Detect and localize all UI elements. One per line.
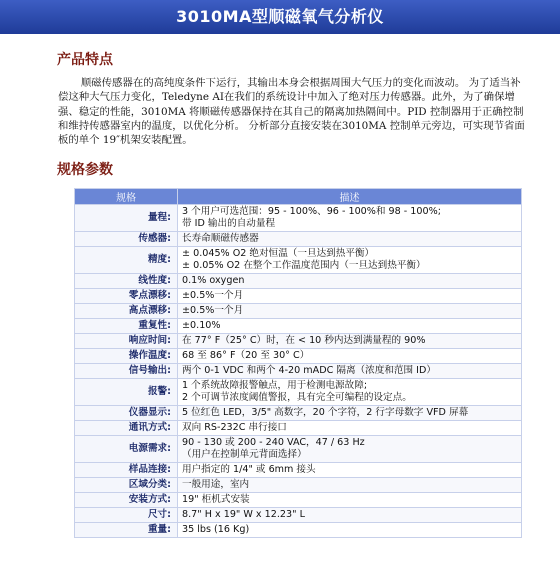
- spec-key: 尺寸:: [75, 508, 178, 523]
- spec-key: 区域分类:: [75, 478, 178, 493]
- spec-key: 线性度:: [75, 274, 178, 289]
- spec-key: 零点漂移:: [75, 289, 178, 304]
- spec-value: [178, 232, 522, 247]
- table-row: [75, 247, 522, 274]
- spec-value: [178, 247, 522, 274]
- spec-key: 传感器:: [75, 232, 178, 247]
- table-row: [75, 232, 522, 247]
- table-row: [75, 334, 522, 349]
- table-row: [75, 364, 522, 379]
- spec-key: 操作温度:: [75, 349, 178, 364]
- spec-key: 响应时间:: [75, 334, 178, 349]
- spec-value: [178, 478, 522, 493]
- spec-value-line: 68 至 86° F（20 至 30° C）: [182, 350, 310, 361]
- spec-value-line: （用户在控制单元背面选择）: [182, 449, 307, 460]
- features-text: 顺磁传感器在的高纯度条件下运行，其输出本身会根据周围大气压力的变化而波动。 为了适当补偿这种大气压力变化，Teledyne AI在我们的系统设计中加入了绝对压力传感器。此外，为了确保增强、稳定的性能，3010MA 将顺磁传感器保持在其自己的隔离加热隔间中。PID 控制器用于正确控制和维持传感器室内的温度，以优化分析。 分析部分直接安装在3010MA 控制单元旁边，可实现节省面板的单个 19″机架安装配置。: [58, 77, 525, 147]
- spec-key: 样品连接:: [75, 463, 178, 478]
- spec-value: [178, 334, 522, 349]
- spec-value-line: 双向 RS-232C 串行接口: [182, 422, 287, 433]
- spec-value: [178, 379, 522, 406]
- page-title: 3010MA型顺磁氧气分析仪: [0, 0, 560, 34]
- spec-value-line: 长寿命顺磁传感器: [182, 233, 259, 244]
- spec-key: 重复性:: [75, 319, 178, 334]
- spec-value-line: 5 位红色 LED，3/5" 高数字，20 个字符，2 行字母数字 VFD 屏幕: [182, 407, 469, 418]
- spec-key: 精度:: [75, 247, 178, 274]
- table-row: [75, 478, 522, 493]
- spec-value-line: 带 ID 输出的自动量程: [182, 218, 276, 229]
- spec-value-line: ±0.5%一个月: [182, 290, 244, 301]
- spec-key: 量程:: [75, 205, 178, 232]
- spec-value-line: 一般用途，室内: [182, 479, 250, 490]
- spec-value-line: 8.7" H x 19" W x 12.23" L: [182, 509, 305, 520]
- spec-value: [178, 493, 522, 508]
- spec-key: 报警:: [75, 379, 178, 406]
- spec-value: [178, 523, 522, 538]
- spec-key: 安装方式:: [75, 493, 178, 508]
- spec-key: 仪器显示:: [75, 406, 178, 421]
- spec-value-line: 在 77° F（25° C）时，在 < 10 秒内达到满量程的 90%: [182, 335, 426, 346]
- spec-value-line: 90 - 130 或 200 - 240 VAC，47 / 63 Hz: [182, 437, 365, 448]
- spec-value: [178, 436, 522, 463]
- table-row: [75, 379, 522, 406]
- spec-value-line: ± 0.05% O2 在整个工作温度范围内（一旦达到热平衡）: [182, 260, 426, 271]
- spec-value-line: ± 0.045% O2 绝对恒温（一旦达到热平衡）: [182, 248, 375, 259]
- table-row: [75, 463, 522, 478]
- spec-value-line: 0.1% oxygen: [182, 275, 245, 286]
- table-row: [75, 319, 522, 334]
- spec-key: 高点漂移:: [75, 304, 178, 319]
- spec-value: [178, 508, 522, 523]
- spec-key: 通讯方式:: [75, 421, 178, 436]
- spec-value-line: 2 个可调节浓度阈值警报，具有完全可编程的设定点。: [182, 392, 412, 403]
- table-row: [75, 436, 522, 463]
- table-row: [75, 274, 522, 289]
- table-row: [75, 205, 522, 232]
- spec-value: [178, 349, 522, 364]
- table-row: [75, 421, 522, 436]
- spec-table: [74, 188, 522, 538]
- spec-key: 重量:: [75, 523, 178, 538]
- table-row: [75, 406, 522, 421]
- features-paragraph: [58, 76, 528, 147]
- spec-value-line: ±0.5%一个月: [182, 305, 244, 316]
- spec-table-header: [75, 189, 522, 205]
- col-key-header: 规格: [75, 189, 178, 205]
- table-row: [75, 304, 522, 319]
- col-desc-header: 描述: [178, 189, 522, 205]
- features-heading: 产品特点: [57, 52, 113, 68]
- spec-key: 电源需求:: [75, 436, 178, 463]
- table-row: [75, 508, 522, 523]
- table-row: [75, 289, 522, 304]
- spec-value-line: 35 lbs (16 Kg): [182, 524, 250, 535]
- spec-value-line: 3 个用户可选范围：95 - 100%、96 - 100%和 98 - 100%;: [182, 206, 441, 217]
- spec-value: [178, 463, 522, 478]
- spec-value: [178, 274, 522, 289]
- table-row: [75, 493, 522, 508]
- specs-heading: 规格参数: [57, 162, 113, 178]
- spec-value: [178, 364, 522, 379]
- spec-table-body: [75, 205, 522, 538]
- spec-value-line: 两个 0-1 VDC 和两个 4-20 mADC 隔离（浓度和范围 ID）: [182, 365, 436, 376]
- spec-value-line: 1 个系统故障报警触点，用于检测电源故障;: [182, 380, 368, 391]
- spec-value: [178, 406, 522, 421]
- spec-value: [178, 289, 522, 304]
- spec-key: 信号输出:: [75, 364, 178, 379]
- spec-value-line: 19" 柜机式安装: [182, 494, 250, 505]
- spec-value: [178, 205, 522, 232]
- spec-value: [178, 421, 522, 436]
- spec-value-line: 用户指定的 1/4" 或 6mm 接头: [182, 464, 316, 475]
- table-row: [75, 349, 522, 364]
- spec-value-line: ±0.10%: [182, 320, 221, 331]
- spec-value: [178, 304, 522, 319]
- spec-value: [178, 319, 522, 334]
- table-row: [75, 523, 522, 538]
